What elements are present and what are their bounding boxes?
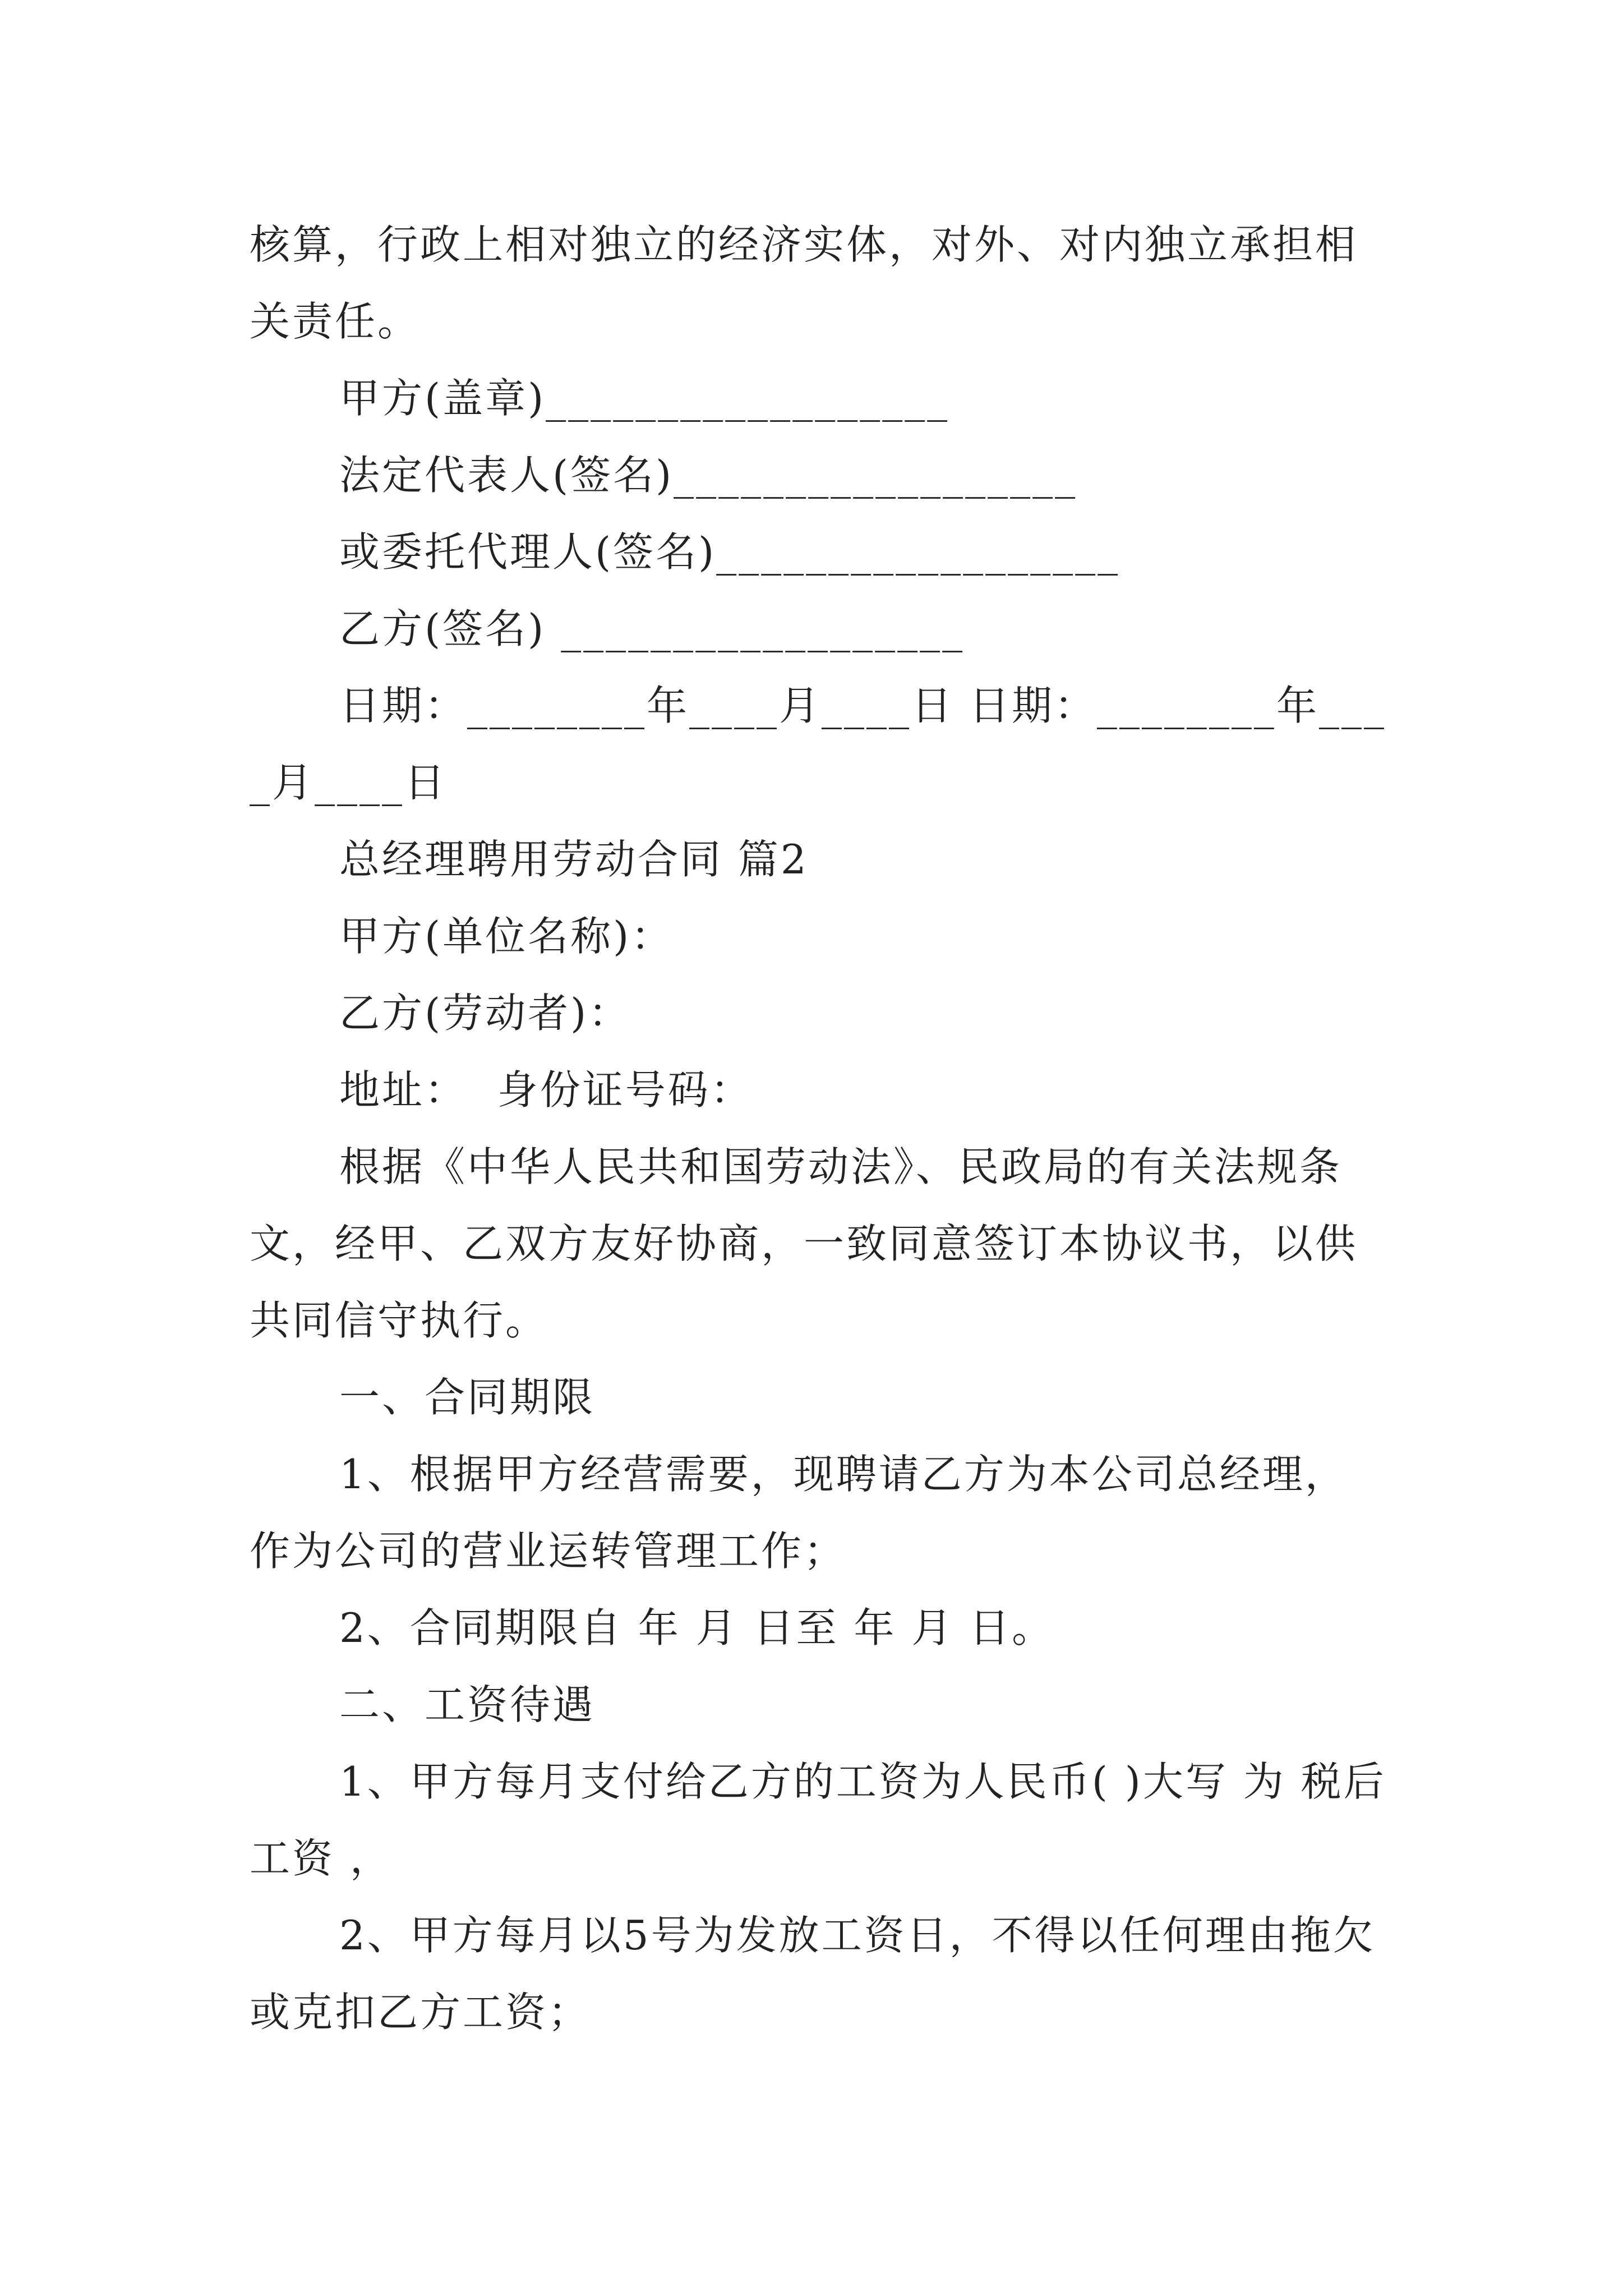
heading-contract-term: 一、合同期限 [339,1374,596,1421]
clause-salary-2: 2、甲方每月以5号为发放工资日，不得以任何理由拖欠或克扣乙方工资； [250,1912,1376,2036]
party-a-seal-line: 甲方(盖章)__________________ [339,375,950,422]
party-a-name-field: 甲方(单位名称)： [339,913,674,960]
authorized-agent-signature-line: 或委托代理人(签名)__________________ [339,528,1121,576]
party-b-signature-line: 乙方(签名) __________________ [339,605,965,652]
address-id-field: 地址： 身份证号码： [339,1066,753,1114]
clause-term-2: 2、合同期限自 年 月 日至 年 月 日。 [339,1604,1055,1651]
legal-representative-signature-line: 法定代表人(签名)__________________ [339,452,1078,499]
clause-term-1: 1、根据甲方经营需要，现聘请乙方为本公司总经理，作为公司的营业运转管理工作； [250,1451,1348,1575]
section-title: 总经理聘用劳动合同 篇2 [339,836,809,883]
document-body [250,206,1388,2051]
paragraph-accounting: 核算，行政上相对独立的经济实体，对外、对内独立承担相关责任。 [250,221,1358,345]
party-b-name-field: 乙方(劳动者)： [339,990,631,1037]
date-lines: 日期：________年____月____日 日期：________年____月____日 [250,682,1386,806]
paragraph-preamble: 根据《中华人民共和国劳动法》、民政局的有关法规条文，经甲、乙双方友好协商，一致同意签订本协议书，以供共同信守执行。 [250,1143,1358,1344]
heading-salary: 二、工资待遇 [339,1681,596,1728]
clause-salary-1: 1、甲方每月支付给乙方的工资为人民币( )大写 为 税后工资 ， [250,1758,1386,1882]
